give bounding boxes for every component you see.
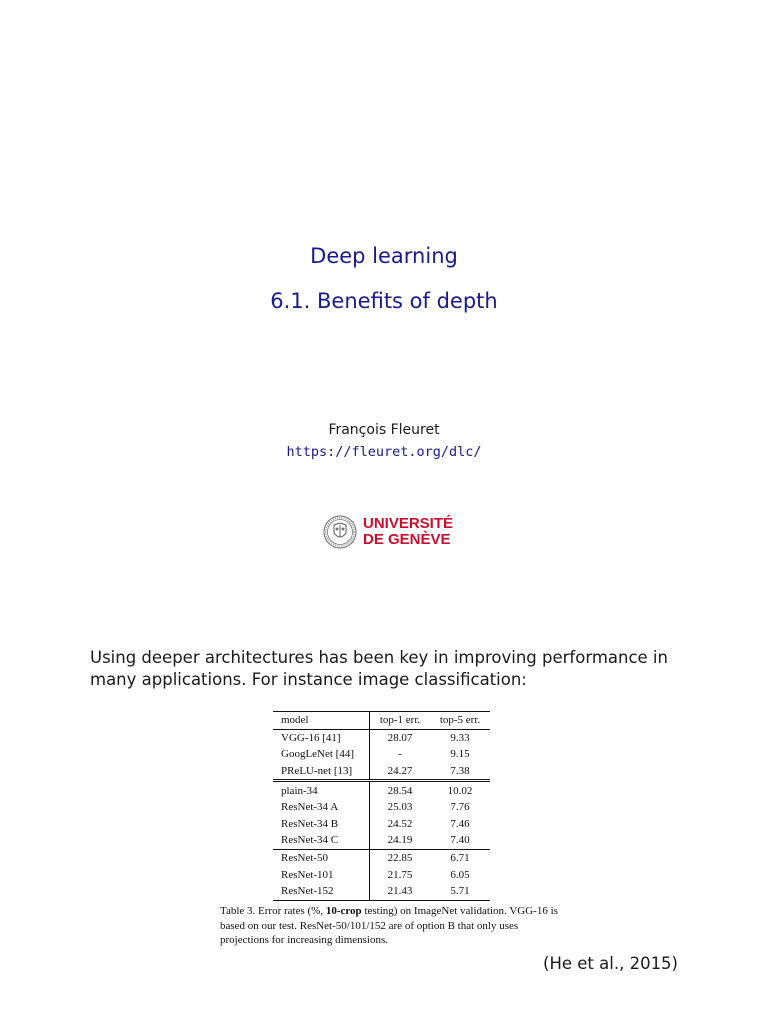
- content-slide: [0, 512, 768, 1024]
- course-url-link[interactable]: https://fleuret.org/dlc/: [286, 444, 482, 460]
- table-row: [273, 816, 490, 833]
- model-cell: ResNet-101: [273, 866, 370, 883]
- error-rate-table: [273, 711, 490, 901]
- top5-cell: 10.02: [430, 781, 490, 799]
- table-row: [273, 763, 490, 781]
- author-name: François Fleuret: [328, 422, 440, 438]
- model-cell: ResNet-50: [273, 849, 370, 866]
- logo-line-2: DE GENÈVE: [363, 531, 451, 548]
- model-cell: PReLU-net [13]: [273, 763, 370, 781]
- table-row: [273, 849, 490, 866]
- model-cell: ResNet-152: [273, 883, 370, 900]
- table-caption: [220, 904, 560, 948]
- top5-cell: 7.76: [450, 801, 470, 814]
- model-cell: plain-34: [273, 781, 370, 799]
- top1-cell: 24.27: [387, 765, 413, 778]
- caption-suffix: testing) on ImageNet validation. VGG-16 is based on our test. ResNet-50/101/152 are of option B that only uses projections for increasing dimensions.: [220, 905, 558, 947]
- model-cell: VGG-16 [41]: [273, 729, 370, 746]
- top5-cell: 6.05: [450, 868, 470, 881]
- top5-cell: 5.71: [430, 883, 490, 900]
- column-header: top-1 err.: [370, 712, 431, 730]
- column-header: top-5 err.: [430, 712, 490, 730]
- table-row: [273, 781, 490, 799]
- table-row: [273, 866, 490, 883]
- model-cell: GoogLeNet [44]: [273, 746, 370, 763]
- top5-cell: 9.15: [450, 748, 470, 761]
- table-row: [273, 746, 490, 763]
- table-row: [273, 832, 490, 849]
- citation: (He et al., 2015): [543, 954, 678, 973]
- caption-prefix: Table 3. Error rates (%,: [220, 905, 326, 917]
- caption-bold: 10-crop: [325, 905, 362, 917]
- top1-cell: 21.75: [387, 868, 413, 881]
- body-text: Using deeper architectures has been key in improving performance in many applications. For instance image classification:: [90, 648, 668, 689]
- section-subtitle: 6.1. Benefits of depth: [270, 289, 498, 313]
- table-row: [273, 799, 490, 816]
- top5-cell: 7.46: [450, 817, 470, 830]
- model-cell: ResNet-34 B: [273, 816, 370, 833]
- page-title: Deep learning: [310, 244, 458, 268]
- top1-cell: -: [398, 748, 402, 761]
- top1-cell: 24.52: [387, 817, 413, 830]
- logo-line-1: UNIVERSITÉ: [363, 515, 454, 532]
- model-cell: ResNet-34 A: [273, 799, 370, 816]
- top5-cell: 7.38: [450, 765, 470, 778]
- table-header-row: [273, 712, 490, 730]
- model-cell: ResNet-34 C: [273, 832, 370, 849]
- top1-cell: 21.43: [370, 883, 431, 900]
- table-row: [273, 883, 490, 900]
- top5-cell: 6.71: [430, 849, 490, 866]
- top5-cell: 9.33: [450, 731, 470, 744]
- top1-cell: 22.85: [370, 849, 431, 866]
- top1-cell: 28.07: [387, 731, 413, 744]
- top1-cell: 28.54: [370, 781, 431, 799]
- top5-cell: 7.40: [450, 834, 470, 847]
- column-header: model: [273, 712, 370, 730]
- top1-cell: 25.03: [387, 801, 413, 814]
- table-row: [273, 729, 490, 746]
- top1-cell: 24.19: [387, 834, 413, 847]
